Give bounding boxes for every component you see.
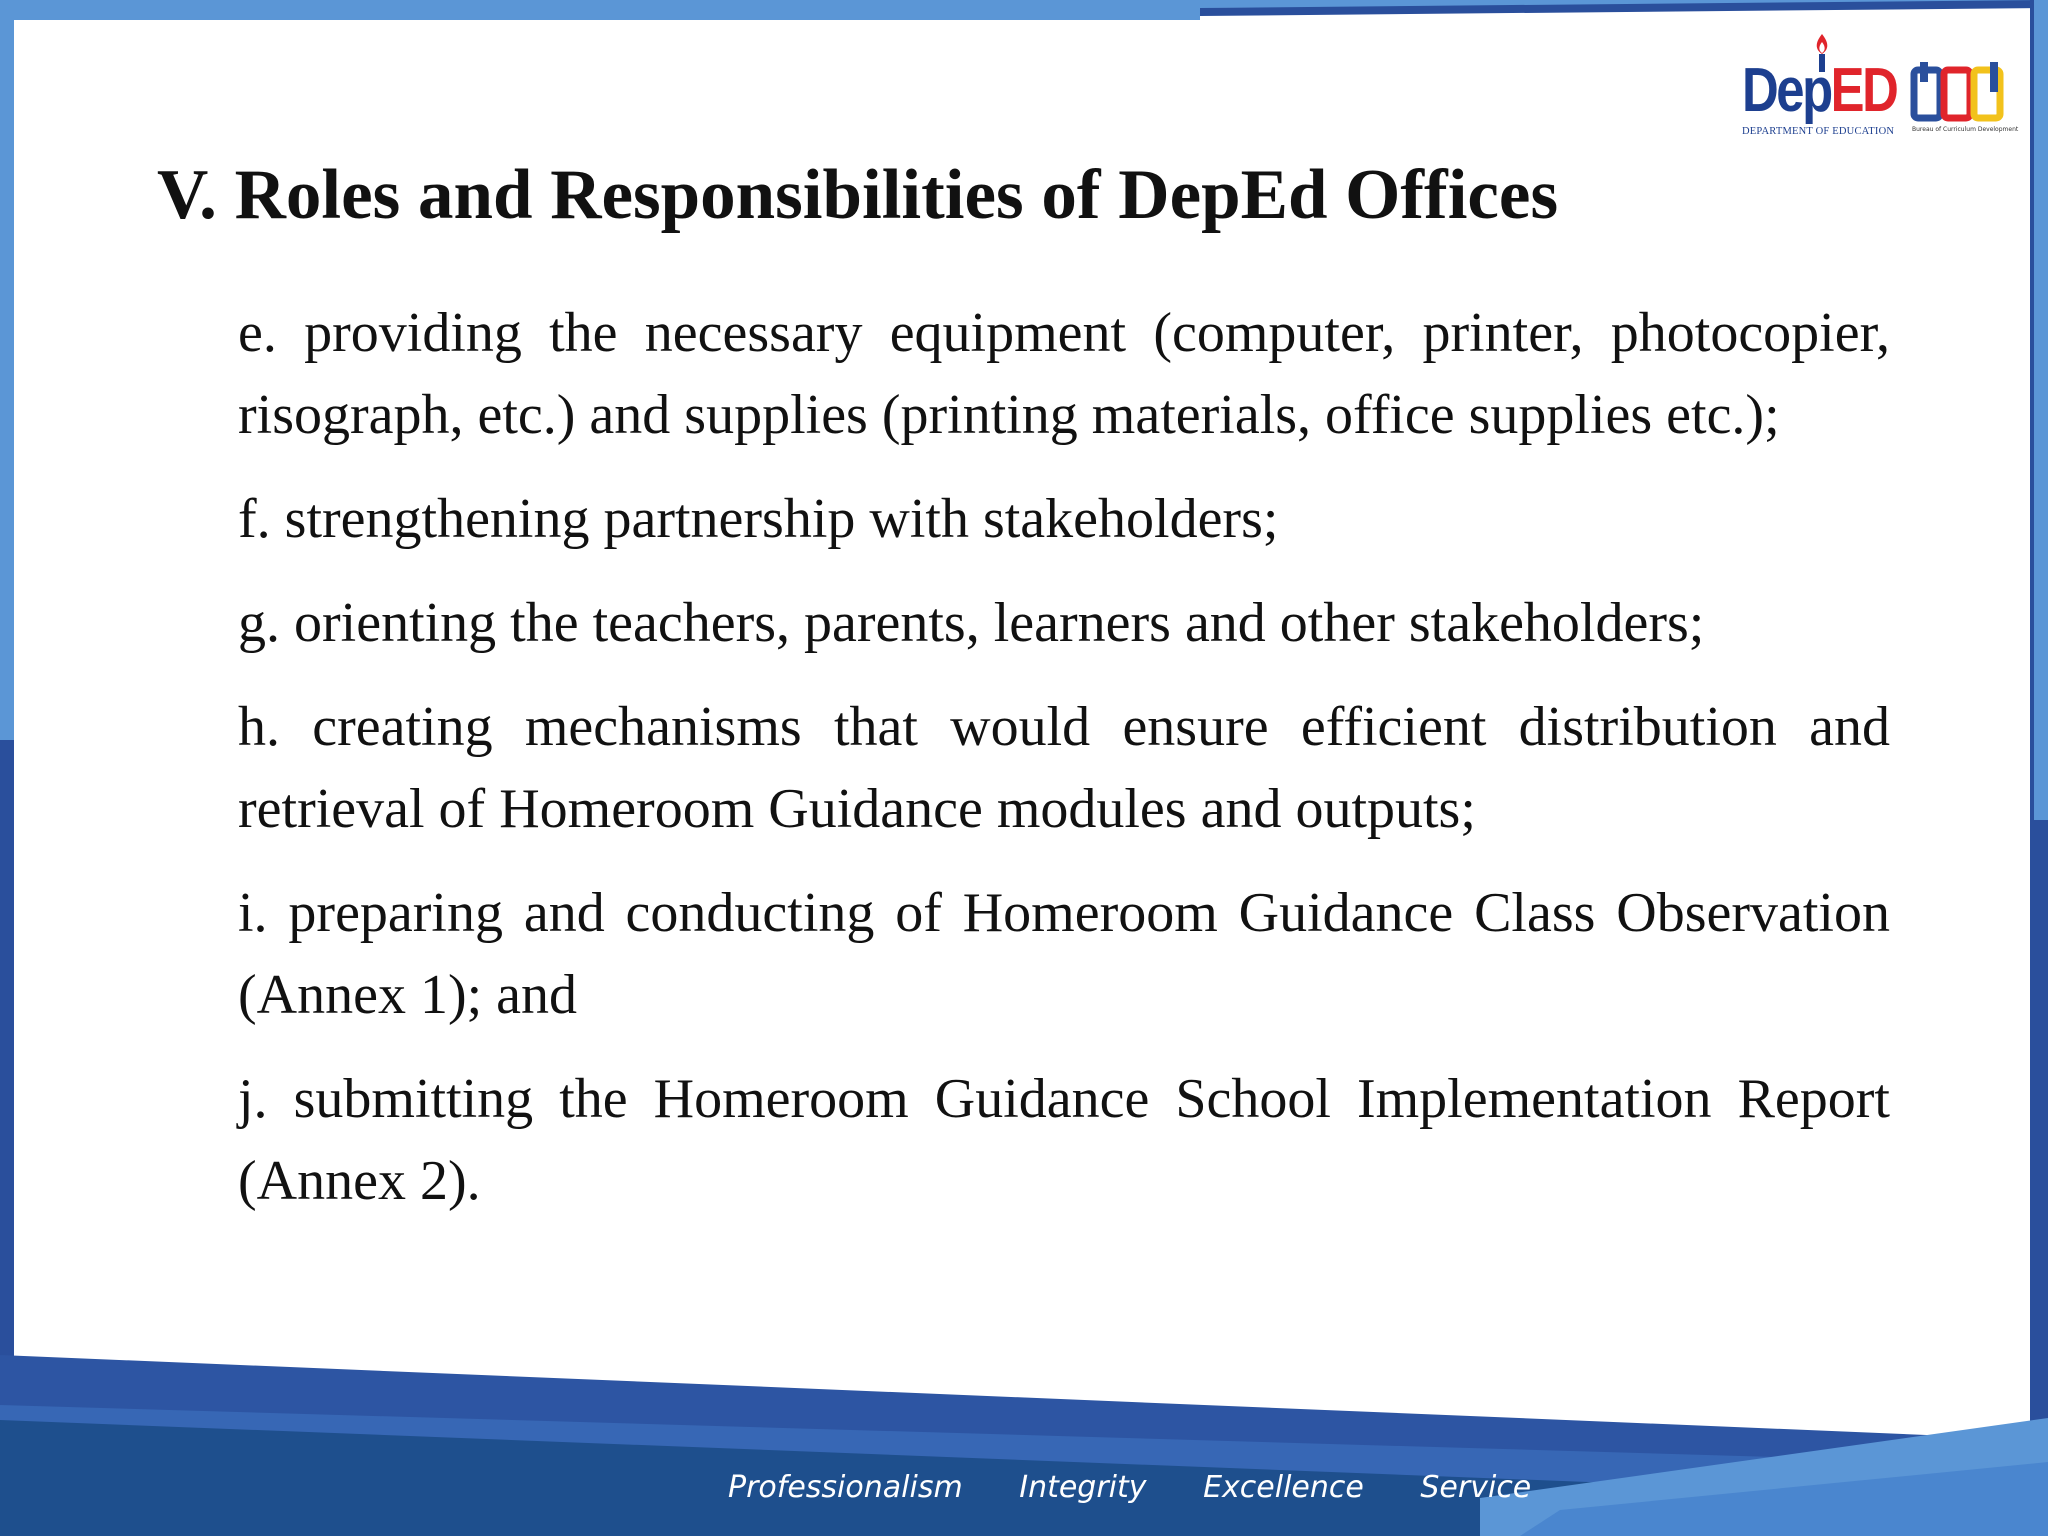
footer-motto [728, 1470, 1578, 1505]
bcd-logo-subtitle: Bureau of Curriculum Development [1912, 126, 2019, 133]
list-item-e: e. providing the necessary equipment (computer, printer, photocopier, risograph, etc.) and supplies (printing materials, office supplies etc.); [238, 302, 1890, 446]
deped-logo-text: DepED [1742, 56, 1897, 125]
list-item-h: h. creating mechanisms that would ensure efficient distribution and retrieval of Homeroom Guidance modules and outputs; [238, 696, 1890, 840]
list-item-j: j. submitting the Homeroom Guidance School Implementation Report (Annex 2). [238, 1068, 1890, 1212]
deped-logo-subtitle: DEPARTMENT OF EDUCATION [1742, 126, 1895, 137]
right-band-light [2034, 0, 2048, 820]
left-band-dark [0, 740, 14, 1360]
motto-professionalism: Professionalism [728, 1470, 963, 1505]
slide-title: V. Roles and Responsibilities of DepEd Offices [157, 156, 1559, 234]
bcd-logo [1912, 62, 2019, 142]
motto-excellence: Excellence [1203, 1470, 1364, 1505]
motto-integrity: Integrity [1019, 1470, 1147, 1505]
left-band-light [0, 0, 14, 740]
motto-service: Service [1420, 1470, 1532, 1505]
deped-logo [1740, 32, 1900, 142]
list-item-f: f. strengthening partnership with stakeholders; [238, 488, 1279, 550]
responsibilities-list [238, 292, 1890, 1244]
list-item-i: i. preparing and conducting of Homeroom Guidance Class Observation (Annex 1); and [238, 882, 1890, 1026]
list-item-g: g. orienting the teachers, parents, learners and other stakeholders; [238, 592, 1705, 654]
bcd-logo-mark [1912, 62, 2004, 126]
